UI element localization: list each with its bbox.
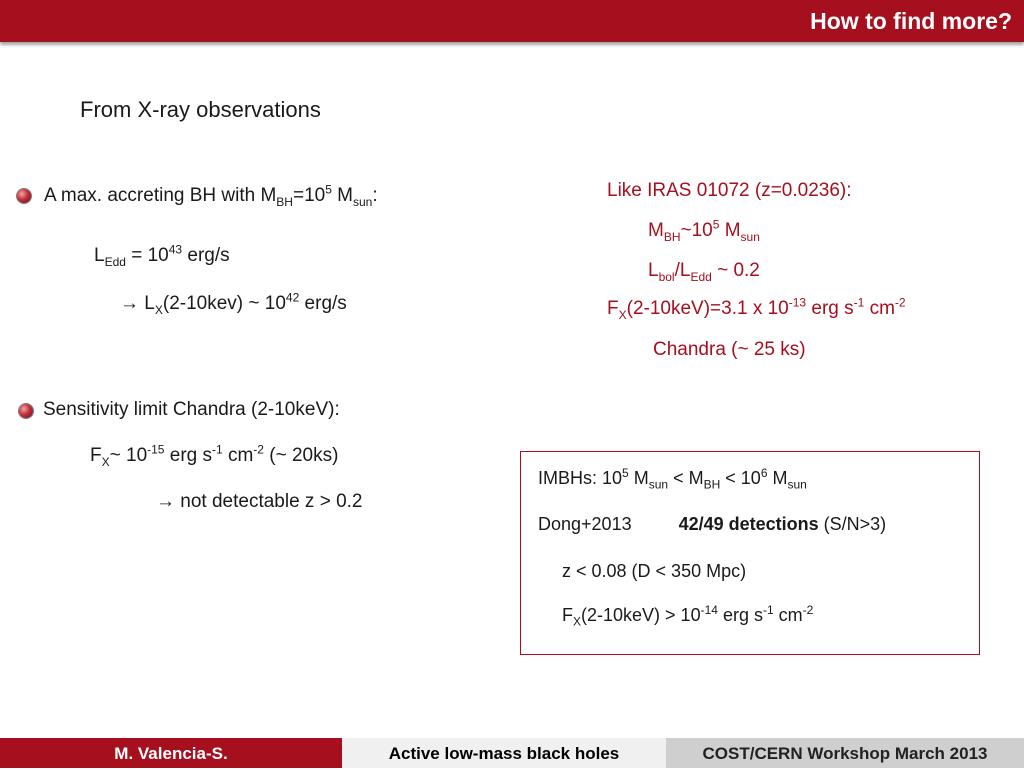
bullet-icon (19, 404, 33, 418)
arrow-right-icon: → (120, 293, 139, 314)
box-flux-limit: $F_X(2-10keV) > 10^{-14}$ erg $s^{-1}$ $cm^{-2}$ (562, 603, 814, 629)
not-detectable: → not detectable z > 0.2 (156, 491, 363, 512)
bh-accretion-line: A max. accreting BH with $M_{BH}=10^5$ $M_{sun}$: (44, 182, 378, 209)
bullet-icon (17, 189, 31, 203)
imbh-summary-box (520, 451, 980, 655)
iras-flux: $F_X(2-10keV)=3.1$ x $10^{-13}$ erg $s^{-1}$ $cm^{-2}$ (607, 295, 906, 322)
xray-luminosity: → $L_X(2-10kev)$ ~ $10^{42}$ erg/s (120, 290, 347, 317)
iras-eddington-ratio: $L_{bol}/L_{Edd}$ ~ 0.2 (648, 260, 760, 284)
footer (0, 738, 1024, 768)
iras-chandra: Chandra (~ 25 ks) (653, 339, 806, 360)
iras-mass: $M_{BH}\sim 10^5$ $M_{sun}$ (648, 217, 760, 244)
sensitivity-limit: Sensitivity limit Chandra (2-10keV): (43, 399, 340, 420)
flux-limit: $F_X\sim$ $10^{-15}$ erg $s^{-1}$ $cm^{-2}$ (~ 20ks) (90, 442, 339, 469)
title-bar (0, 0, 1024, 42)
arrow-right-icon: → (156, 491, 175, 512)
slide-title: How to find more? (810, 8, 1012, 34)
detections-count: 42/49 detections (678, 514, 819, 534)
footer-topic: Active low-mass black holes (342, 738, 666, 768)
redshift-limit: z < 0.08 (D < 350 Mpc) (562, 561, 747, 581)
dong-reference: Dong+2013 42/49 detections (S/N>3) (538, 514, 887, 534)
footer-author: M. Valencia-S. (0, 738, 342, 768)
imbh-mass-range: IMBHs: $10^5$ $M_{sun} < M_{BH} < 10^6$ $M_{sun}$ (538, 466, 807, 492)
footer-event: COST/CERN Workshop March 2013 (666, 738, 1024, 768)
iras-example: Like IRAS 01072 (z=0.0236): (607, 180, 852, 201)
slide-subtitle: From X-ray observations (80, 97, 321, 122)
eddington-luminosity: $L_{Edd} = 10^{43}$ erg/s (94, 242, 230, 269)
